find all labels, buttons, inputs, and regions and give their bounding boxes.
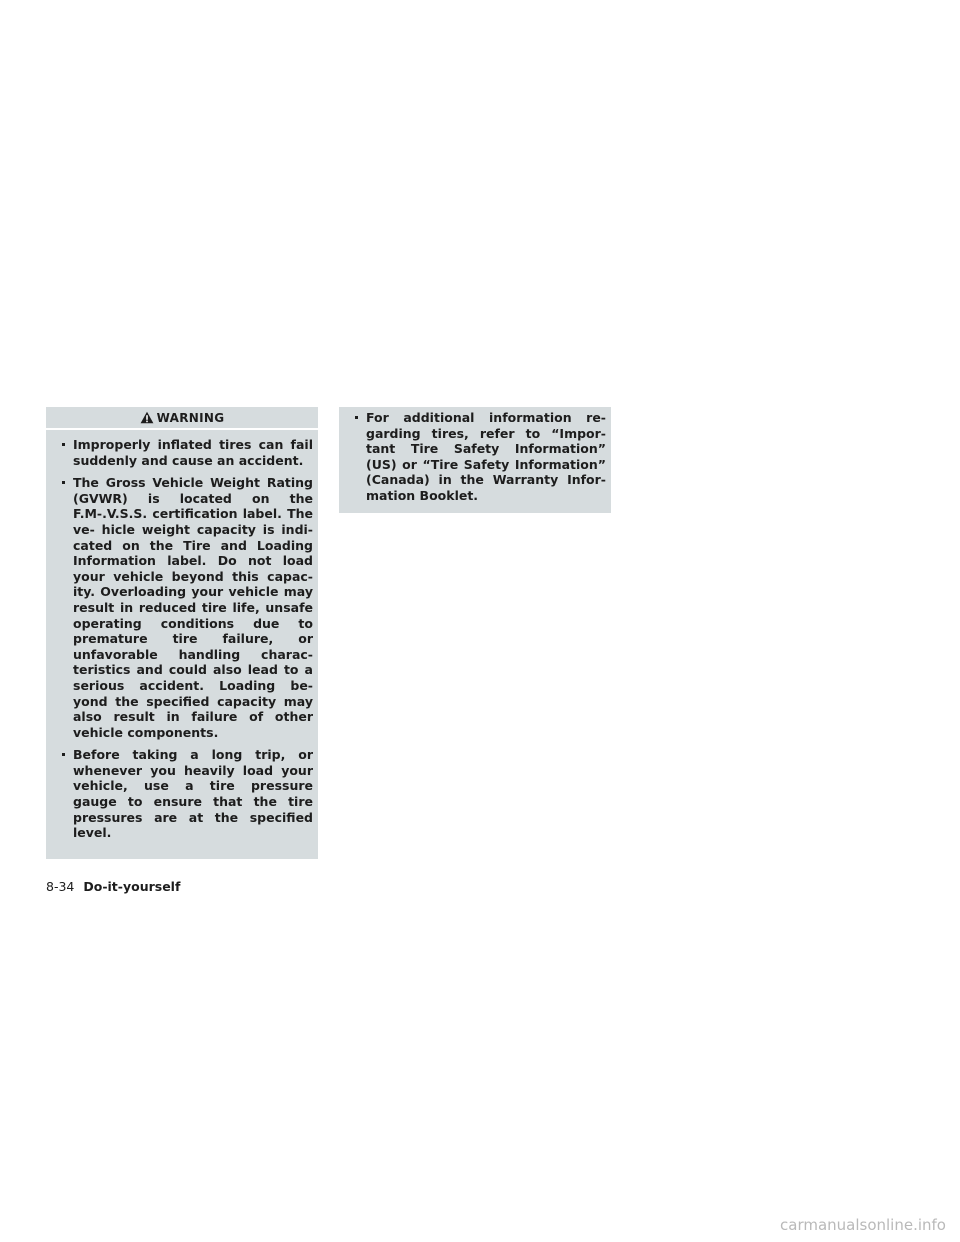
page-footer — [46, 879, 180, 894]
warning-list-right — [339, 407, 611, 504]
section-name: Do-it-yourself — [83, 879, 181, 894]
warning-triangle-icon — [140, 411, 154, 424]
warning-list-left — [46, 430, 318, 841]
warning-title: WARNING — [156, 410, 225, 425]
warning-item-long-trip: Before taking a long trip, or whenever you heavily load your vehicle, use a tire pressure gauge to ensure that the tire pressures are at the specified level. — [62, 747, 313, 841]
warning-item-underinflation: Improperly inflated tires can fail suddenly and cause an accident. — [62, 437, 313, 468]
warning-header — [46, 407, 318, 430]
warning-box-right — [339, 407, 611, 513]
page-number: 8-34 — [46, 879, 75, 894]
warning-box-left — [46, 407, 318, 859]
watermark: carmanualsonline.info — [780, 1216, 946, 1234]
warning-item-additional-info: For additional information re- garding tires, refer to “Impor- tant Tire Safety Information” (US) or “Tire Safety Information” (Canada) in the Warranty Infor- mation Booklet. — [355, 410, 606, 504]
warning-item-gvwr: The Gross Vehicle Weight Rating (GVWR) is located on the F.M-.V.S.S. certification label. The ve- hicle weight capacity is indi- cated on the Tire and Loading Information label. Do not load your vehicle beyond this capac- ity. Overloading your vehicle may result in reduced tire life, unsafe operating conditions due to premature tire failure, or unfavorable handling charac- teristics and could also lead to a serious accident. Loading be- yond the specified capacity may also result in failure of other vehicle components. — [62, 475, 313, 740]
